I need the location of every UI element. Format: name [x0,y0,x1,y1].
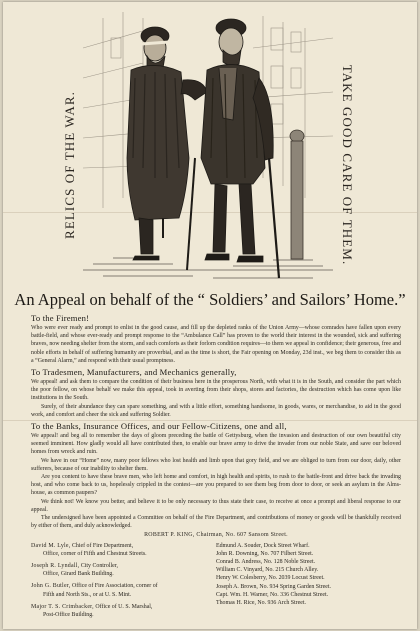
committee-member: Edmund A. Souder, Dock Street Wharf. [216,542,310,549]
committee-column-left [31,542,216,624]
committee-member: John R. Downing, No. 707 Filbert Street. [216,550,314,557]
section-paragraph: The undersigned have been appointed a Committee on behalf of the Fire Department, and contributions of money or goods will be thankfully received by either of them, and duly acknowledged. [31,515,401,530]
committee-member: Conrad B. Andress, No. 128 Noble Street. [216,559,316,566]
member-address: Office, corner of Fifth and Chestnut Streets. [43,550,147,557]
committee-list [31,542,401,624]
section-paragraph: We appeal! and beg all to remember the days of gloom preceding the battle of Gettysburg, when the invasion and destruction of our own beautiful city seemed imminent. How gladly would all have contributed then, to enable our brave army to drive the invader from our noble State, and save our beloved homes from wreck and ruin. [31,433,401,456]
section-heading: To Tradesmen, Manufacturers, and Mechanics generally, [31,367,237,378]
member-name: David M. Lyle, [31,542,71,549]
section-paragraph: We think not! We know you better, and believe it to be only necessary to thus state their case, to receive at once a prompt and liberal response to our appeal. [31,498,401,513]
member-detail: Office of Fire Association, corner of [72,583,158,590]
section-heading: To the Firemen! [31,313,90,323]
section-paragraph: Who were ever ready and prompt to enlist in the good cause, and fill up the depleted ranks of the Union Army—whose comrades have fallen upon every battle-field, and whose ever-ready and prompt response to the “Ambulance Call” has proven to the world their interest in the wounded, sick and suffering braves, now needing shelter from the storm, and such comforts as their forlorn condition requires—to them we appeal in confidence; their generous, free and noble efforts in behalf of suffering humanity are proverbial, and as the time is short, the Fair opening on Monday, 23d inst., we beg them to consider this as a “General Alarm,” and respond with their usual promptness. [31,325,402,364]
committee-member [31,562,216,578]
committee-member [31,542,216,558]
committee-column-right [216,542,401,624]
committee-member [31,603,216,619]
section-paragraph: We appeal! and ask them to compare the condition of their business here in the prosperous North, with what it is in the South, and consider the part which the poor fellow, on whose behalf we make this appeal, took in averting from their shops, stores and factories, the destruction which has come upon like institutions in the South. [31,379,401,402]
chairman-line: ROBERT P. KING, Chairman, No. 607 Sansom Street. [144,532,288,539]
member-address: Fifth and North Sts., or at U. S. Mint. [43,591,132,598]
committee-member: Joseph A. Brown, No. 934 Spring Garden Street. [216,583,332,590]
member-detail: Chief of Fire Department, [71,542,134,549]
member-detail: City Controller, [80,563,118,570]
section-paragraph: Are you content to have these brave men, who left home and comfort, in high health and spirits, to rush to the battle-front and drive back the invading host, and who come back to us, hopelessly crippled in the contest—are you prepared to see them beg from door to door, or seek an asylum in the Alms-house, as common paupers? [31,474,401,497]
section-paragraph: We have in our “Home” now, many poor fellows who lost health and limb upon that gory field, and we are obliged to turn from our door, daily, other sufferers, because of our inability to shelter them. [31,457,401,472]
committee-member: Capt. Wm. H. Warner, No. 336 Chestnut Street. [216,591,329,598]
appeal-body [31,311,401,623]
committee-member: Thomas H. Rice, No. 936 Arch Street. [216,600,306,607]
committee-member [31,582,216,598]
member-name: Joseph R. Lyndall, [31,563,80,570]
side-caption-left: RELICS OF THE WAR. [62,91,77,239]
member-address: Post-Office Building. [43,612,94,619]
member-name: Major T. S. Crimbacker, [31,603,94,610]
member-address: Office, Girard Bank Building. [43,571,114,578]
section-paragraph: Surely, of their abundance they can spare something, and with a little effort, something handsome, in goods, wares, or merchandise, to aid in the good work, and comfort and cheer the sick and suffering Soldier. [31,403,401,418]
committee-member: Henry W. Colesberry, No. 2039 Locust Street. [216,575,325,582]
soldiers-engraving [83,8,333,286]
member-detail: Office of U. S. Marshal, [95,603,153,610]
broadside-sheet [3,2,417,629]
member-name: John G. Butler, [31,583,71,590]
section-heading: To the Banks, Insurance Offices, and our Fellow-Citizens, one and all, [31,421,287,432]
appeal-title: An Appeal on behalf of the “ Soldiers’ and Sailors’ Home.” [14,290,406,309]
committee-member: William C. Vinyard, No. 215 Church Alley. [216,567,319,574]
side-caption-right: TAKE GOOD CARE OF THEM. [340,64,355,266]
